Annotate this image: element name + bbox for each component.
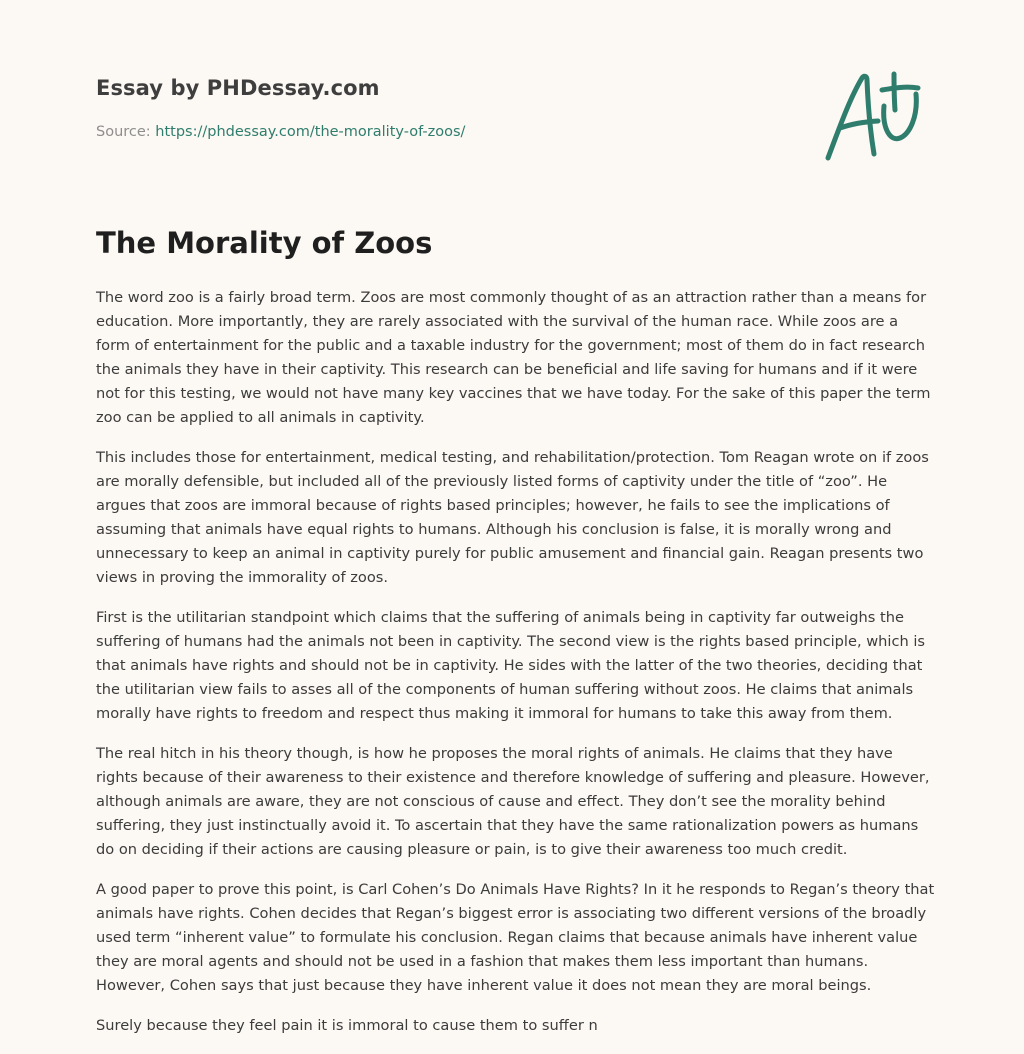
essay-paragraph: First is the utilitarian standpoint which claims that the suffering of animals being in captivity far outweighs the suffering of humans had the animals not been in captivity. The second view is the rights based principle, which is that animals have rights and should not be in captivity. He sides with the latter of the two theories, deciding that the utilitarian view fails to asses all of the components of human suffering without zoos. He claims that animals morally have rights to freedom and respect thus making it immoral for humans to take this away from them. bbox=[96, 609, 926, 722]
essay-paragraph: The word zoo is a fairly broad term. Zoos are most commonly thought of as an attraction rather than a means for education. More importantly, they are rarely associated with the survival of the human race. While zoos are a form of entertainment for the public and a taxable industry for the government; most of them do in fact research the animals they have in their captivity. This research can be beneficial and life saving for humans and if it were not for this testing, we would not have many key vaccines that we have today. For the sake of this paper the term zoo can be applied to all animals in captivity. bbox=[96, 289, 931, 426]
essay-paragraph: This includes those for entertainment, medical testing, and rehabilitation/protection. Tom Reagan wrote on if zoos are morally defensible, but included all of the previously listed forms of captivity under the title of “zoo”. He argues that zoos are immoral because of rights based principles; however, he fails to see the implications of assuming that animals have equal rights to humans. Although his conclusion is false, it is morally wrong and unnecessary to keep an animal in captivity purely for public amusement and financial gain. Reagan presents two views in proving the immorality of zoos. bbox=[96, 449, 929, 586]
essay-paragraph: A good paper to prove this point, is Carl Cohen’s Do Animals Have Rights? In it he responds to Regan’s theory that animals have rights. Cohen decides that Regan’s biggest error is associating two different versions of the broadly used term “inherent value” to formulate his conclusion. Regan claims that because animals have inherent value they are moral agents and should not be used in a fashion that makes them less important than humans. However, Cohen says that just because they have inherent value it does not mean they are moral beings. bbox=[96, 881, 935, 994]
source-line bbox=[96, 124, 465, 140]
source-label: Source: bbox=[96, 124, 151, 140]
essay-body bbox=[96, 286, 936, 1054]
essay-title: The Morality of Zoos bbox=[96, 226, 433, 260]
essay-paragraph: The real hitch in his theory though, is how he proposes the moral rights of animals. He claims that they have rights because of their awareness to their existence and therefore knowledge of suffering and pleasure. However, although animals are aware, they are not conscious of cause and effect. They don’t see the morality behind suffering, they just instinctually avoid it. To ascertain that they have the same rationalization powers as humans do on deciding if their actions are causing pleasure or pain, is to give their awareness too much credit. bbox=[96, 745, 930, 858]
source-link[interactable]: https://phdessay.com/the-morality-of-zoos/ bbox=[155, 124, 466, 140]
site-brand: Essay by PHDessay.com bbox=[96, 76, 380, 100]
essay-paragraph-truncated: Surely because they feel pain it is immoral to cause them to suffer n bbox=[96, 1017, 598, 1034]
a-plus-grade-icon bbox=[822, 66, 928, 166]
